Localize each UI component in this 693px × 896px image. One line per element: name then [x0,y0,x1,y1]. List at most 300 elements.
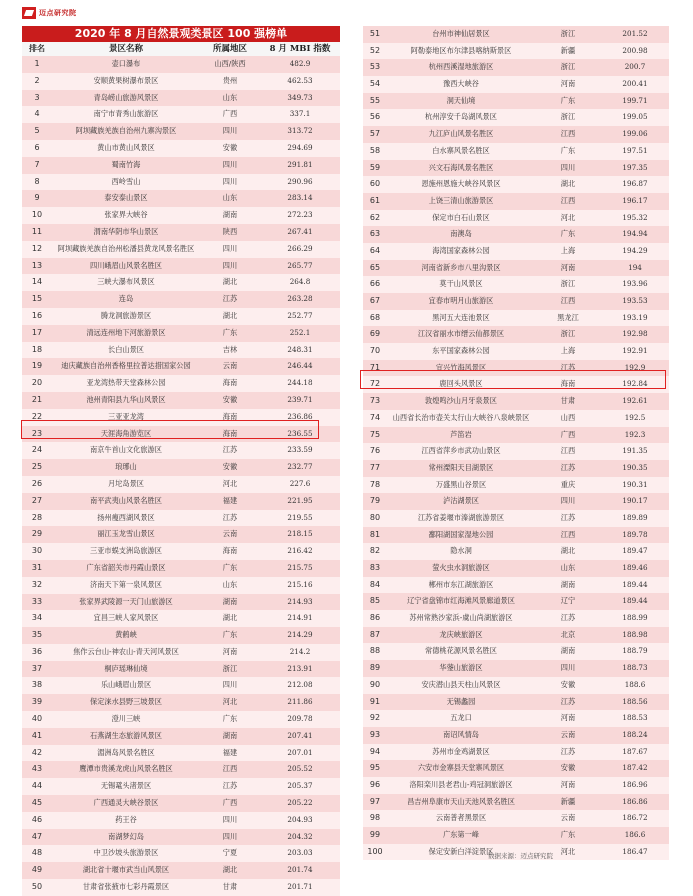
rank-cell: 87 [369,629,381,639]
region-cell: 海南 [222,378,238,388]
rank-cell: 20 [31,378,43,388]
region-cell: 江苏 [222,294,238,304]
rank-cell: 48 [31,848,43,858]
rank-cell: 26 [31,478,43,488]
index-cell: 189.78 [622,529,648,539]
index-cell: 188.6 [624,679,646,689]
region-cell: 海南 [222,428,238,438]
rank-cell: 34 [31,613,43,623]
region-cell: 浙江 [560,279,576,289]
region-cell: 四川 [222,126,238,136]
name-cell: 黄山市黄山风景区 [97,142,155,152]
rank-cell: 15 [31,294,43,304]
table-row [363,794,669,811]
name-cell: 龙庆峡旅游区 [439,629,483,639]
rank-cell: 91 [369,696,381,706]
rank-cell: 55 [369,95,381,105]
rank-cell: 73 [369,396,381,406]
rank-cell: 92 [369,713,381,723]
table-row [363,293,669,310]
table-row [22,375,340,392]
index-cell: 193.19 [622,312,648,322]
index-cell: 194.94 [622,229,648,239]
rank-cell: 71 [369,362,381,372]
region-cell: 新疆 [560,45,576,55]
region-cell: 上海 [560,245,576,255]
rank-cell: 82 [369,546,381,556]
region-cell: 江苏 [560,613,576,623]
region-cell: 江苏 [222,781,238,791]
index-cell: 189.47 [622,546,648,556]
region-cell: 广东 [222,714,238,724]
rank-cell: 57 [369,129,381,139]
rank-cell: 75 [369,429,381,439]
name-cell: 无锡鼋头渚景区 [100,781,152,791]
table-row [363,510,669,527]
index-cell: 246.44 [287,361,313,371]
name-cell: 广东第一峰 [443,830,479,839]
rank-cell: 66 [369,279,381,289]
table-row [363,543,669,560]
name-cell: 三峡大瀑布风景区 [97,277,155,287]
rank-cell: 61 [369,195,381,205]
table-row [22,224,340,241]
name-cell: 琅琊山 [115,462,137,472]
index-cell: 291.81 [287,159,313,169]
index-cell: 192.91 [622,346,648,356]
region-cell: 吉林 [222,344,238,354]
logo [22,6,77,20]
index-cell: 193.96 [622,279,648,289]
index-cell: 200.41 [622,79,648,89]
index-cell: 192.5 [624,412,646,422]
region-cell: 北京 [560,629,576,639]
table-row [22,426,340,443]
region-cell: 浙江 [560,29,576,38]
region-cell: 辽宁 [560,596,576,606]
region-cell: 江西 [222,764,238,774]
table-row [22,123,340,140]
region-cell: 山东 [560,563,576,572]
name-cell: 湖北省十堰市武当山风景区 [82,865,170,875]
table-row [363,744,669,761]
name-cell: 广东省韶关市丹霞山景区 [86,562,166,572]
region-cell: 陕西 [222,226,238,236]
index-cell: 200.7 [624,62,646,72]
table-row [363,26,669,43]
table-row [22,510,340,527]
index-cell: 214.91 [287,613,313,623]
region-cell: 云南 [560,729,576,739]
index-cell: 266.29 [287,243,313,253]
rank-cell: 84 [369,579,381,589]
region-cell: 江苏 [560,362,576,372]
index-cell: 201.74 [287,865,313,875]
table-row [363,427,669,444]
table-row [363,360,669,377]
rank-cell: 2 [34,75,40,85]
region-cell: 河北 [560,846,576,856]
index-cell: 199.06 [622,129,648,139]
table-body-left [22,56,340,896]
name-cell: 甘肃省张掖市七彩丹霞景区 [82,882,170,892]
index-cell: 187.67 [622,746,648,756]
region-cell: 河北 [222,697,238,707]
rank-cell: 13 [31,260,43,270]
rank-cell: 54 [369,79,381,89]
index-cell: 189.44 [622,596,648,606]
table-title: 2020 年 8 月自然景观类景区 100 强榜单 [22,26,340,42]
rank-cell: 89 [369,663,381,673]
region-cell: 河南 [560,779,576,789]
index-cell: 192.61 [622,396,648,406]
rank-cell: 39 [31,697,43,707]
ranking-table-left [22,26,340,896]
table-row [363,660,669,677]
name-cell: 无锡蠡园 [446,696,476,706]
region-cell: 河北 [222,478,238,488]
index-cell: 294.69 [287,142,313,152]
region-cell: 山东 [222,579,238,589]
name-cell: 张家界武陵源一天门山旅游区 [79,596,173,606]
rank-cell: 77 [369,462,381,472]
table-row [22,409,340,426]
table-row [363,627,669,644]
rank-cell: 76 [369,446,381,456]
rank-cell: 69 [369,329,381,339]
index-cell: 194 [628,262,642,272]
rank-cell: 9 [34,193,40,203]
region-cell: 江苏 [560,462,576,472]
index-cell: 194.29 [622,245,648,255]
index-cell: 186.96 [622,779,648,789]
name-cell: 药王谷 [115,814,137,824]
table-row [363,460,669,477]
table-body-right [363,26,669,860]
name-cell: 迪庆藏族自治州香格里拉普达措国家公园 [61,361,191,371]
table-row [363,493,669,510]
region-cell: 湖北 [560,546,576,556]
table-row [363,276,669,293]
index-cell: 199.05 [622,112,648,122]
name-cell: 黄鹤峡 [115,630,137,640]
table-row [363,393,669,410]
region-cell: 湖北 [222,277,238,287]
ranking-table-right [363,26,669,860]
table-row [22,812,340,829]
name-cell: 江苏省姜堰市溱湖旅游景区 [417,512,505,522]
name-cell: 乐山峨眉山景区 [100,680,152,690]
region-cell: 河南 [560,713,576,723]
name-cell: 长白山景区 [108,344,144,354]
table-row [363,59,669,76]
index-cell: 199.71 [622,95,648,105]
name-cell: 鹰潭市贵溪龙虎山风景名胜区 [79,764,173,774]
rank-cell: 22 [31,411,43,421]
table-row [22,358,340,375]
table-row [363,93,669,110]
index-cell: 215.16 [287,579,313,589]
table-row [22,493,340,510]
rank-cell: 33 [31,596,43,606]
table-row [363,126,669,143]
table-row [363,343,669,360]
table-row [363,143,669,160]
name-cell: 豫西大峡谷 [443,79,479,89]
rank-cell: 99 [369,830,381,839]
name-cell: 鹿回头风景区 [439,379,483,389]
index-cell: 188.53 [622,713,648,723]
rank-cell: 12 [31,243,43,253]
name-cell: 兴文石海风景名胜区 [428,162,494,172]
rank-cell: 72 [369,379,381,389]
index-cell: 205.37 [287,781,313,791]
table-row [22,274,340,291]
table-row [22,207,340,224]
index-cell: 186.47 [622,846,648,856]
index-cell: 482.9 [289,59,311,68]
index-cell: 189.44 [622,579,648,589]
table-row [363,760,669,777]
region-cell: 浙江 [560,329,576,339]
rank-cell: 30 [31,546,43,556]
region-cell: 广西 [222,798,238,808]
table-row [363,577,669,594]
table-row [363,260,669,277]
name-cell: 海湾国家森林公园 [432,245,490,255]
name-cell: 杭州淳安千岛湖风景区 [425,112,497,122]
name-cell: 池州青阳县九华山风景区 [86,394,166,404]
table-row [22,829,340,846]
name-cell: 洞天仙境 [446,95,476,105]
name-cell: 青岛崂山旅游风景区 [93,92,159,102]
table-row [363,777,669,794]
index-cell: 186.86 [622,796,648,806]
index-cell: 201.52 [622,29,648,38]
rank-cell: 18 [31,344,43,354]
name-cell: 四川峨眉山风景名胜区 [90,260,162,270]
rank-cell: 81 [369,529,381,539]
name-cell: 宜兴竹海风景区 [435,362,487,372]
name-cell: 三亚市蜈支洲岛旅游区 [90,546,162,556]
name-cell: 南诏风情岛 [443,729,479,739]
name-cell: 清远连州地下河旅游景区 [86,327,166,337]
region-cell: 福建 [222,747,238,757]
rank-cell: 31 [31,562,43,572]
region-cell: 河南 [560,79,576,89]
region-cell: 浙江 [560,112,576,122]
rank-cell: 7 [34,159,40,169]
table-row [22,140,340,157]
index-cell: 233.59 [287,445,313,455]
index-cell: 192.9 [624,362,646,372]
rank-cell: 100 [367,846,383,856]
region-cell: 湖南 [560,579,576,589]
region-cell: 江西 [560,195,576,205]
region-cell: 重庆 [560,479,576,489]
table-row [363,477,669,494]
region-cell: 浙江 [222,663,238,673]
region-cell: 宁夏 [222,848,238,858]
table-row [22,73,340,90]
region-cell: 江苏 [560,746,576,756]
region-cell: 江苏 [560,512,576,522]
rank-cell: 50 [31,882,43,892]
region-cell: 江西 [560,446,576,456]
index-cell: 197.35 [622,162,648,172]
region-cell: 四川 [560,496,576,506]
index-cell: 239.71 [287,394,313,404]
name-cell: 隐水洞 [450,546,472,556]
index-cell: 188.56 [622,696,648,706]
index-cell: 189.46 [622,563,648,572]
index-cell: 204.93 [287,814,313,824]
name-cell: 济南天下第一泉风景区 [90,579,162,589]
index-cell: 267.41 [287,226,313,236]
name-cell: 山西省长治市壶关太行山大峡谷八泉峡景区 [392,412,530,422]
region-cell: 山西/陕西 [214,59,246,68]
name-cell: 芦笛岩 [450,429,472,439]
name-cell: 亚龙湾热带天堂森林公园 [86,378,166,388]
name-cell: 三亚亚龙湾 [108,411,144,421]
table-row [22,459,340,476]
index-cell: 244.18 [287,378,313,388]
index-cell: 215.75 [287,562,313,572]
index-cell: 212.08 [287,680,313,690]
region-cell: 江苏 [222,512,238,522]
region-cell: 广东 [222,562,238,572]
name-cell: 云南普者黑景区 [435,813,487,823]
table-row [22,392,340,409]
name-cell: 五龙口 [450,713,472,723]
table-row [22,845,340,862]
rank-cell: 37 [31,663,43,673]
name-cell: 六安市金寨县天堂寨风景区 [417,763,505,773]
index-cell: 227.6 [289,478,311,488]
rank-cell: 63 [369,229,381,239]
table-row [363,226,669,243]
index-cell: 205.22 [287,798,313,808]
name-cell: 湄洲岛风景名胜区 [97,747,155,757]
rank-cell: 51 [369,29,381,38]
index-cell: 193.53 [622,296,648,305]
name-cell: 白水寨风景名胜区 [432,145,490,155]
rank-cell: 44 [31,781,43,791]
table-row [363,243,669,260]
table-row [22,241,340,258]
rank-cell: 24 [31,445,43,455]
region-cell: 江苏 [222,445,238,455]
name-cell: 广西通灵大峡谷景区 [93,798,159,808]
rank-cell: 32 [31,579,43,589]
region-cell: 湖北 [222,865,238,875]
table-row [22,761,340,778]
table-row [22,190,340,207]
index-cell: 190.31 [622,479,648,489]
logo-mark-icon [22,7,36,19]
index-cell: 214.2 [289,646,311,656]
rank-cell: 58 [369,145,381,155]
index-cell: 190.17 [622,496,648,506]
rank-cell: 97 [369,796,381,806]
table-row [363,827,669,844]
index-cell: 213.91 [287,663,313,673]
name-cell: 焦作云台山-神农山-青天河风景区 [73,646,179,656]
name-cell: 江西省萍乡市武功山景区 [421,446,501,456]
index-cell: 211.86 [287,697,313,707]
table-row [363,610,669,627]
region-cell: 四川 [222,831,238,841]
region-cell: 山东 [222,193,238,203]
index-cell: 462.53 [287,75,313,85]
table-row [363,443,669,460]
table-row [363,410,669,427]
table-row [22,526,340,543]
name-cell: 黑河五大连池景区 [432,312,490,322]
rank-cell: 96 [369,779,381,789]
index-cell: 188.24 [622,729,648,739]
name-cell: 苏州常熟沙家浜-虞山尚湖旅游区 [409,613,513,623]
index-cell: 192.3 [624,429,646,439]
region-cell: 湖南 [222,730,238,740]
index-cell: 197.51 [622,145,648,155]
rank-cell: 43 [31,764,43,774]
rank-cell: 4 [34,109,40,119]
name-cell: 安顺黄果树瀑布景区 [93,75,159,85]
index-cell: 190.35 [622,462,648,472]
name-cell: 南京牛首山文化旅游区 [90,445,162,455]
name-cell: 南澳岛 [450,229,472,239]
region-cell: 河南 [560,262,576,272]
region-cell: 广西 [222,109,238,119]
rank-cell: 94 [369,746,381,756]
region-cell: 江西 [560,529,576,539]
name-cell: 安庆潜山县天柱山风景区 [421,679,501,689]
index-cell: 248.31 [287,344,313,354]
name-cell: 阿勒泰地区布尔津县喀纳斯景区 [410,45,512,55]
index-cell: 196.17 [622,195,648,205]
header-name: 景区名称 [108,44,143,54]
region-cell: 广东 [560,95,576,105]
region-cell: 广东 [222,630,238,640]
header-region: 所属地区 [212,44,247,54]
table-row [22,862,340,879]
name-cell: 石燕湖生态旅游风景区 [90,730,162,740]
region-cell: 四川 [560,663,576,673]
name-cell: 张家界大峡谷 [104,210,148,220]
name-cell: 保定市白石山景区 [432,212,490,222]
table-row [22,778,340,795]
table-row [363,109,669,126]
index-cell: 196.87 [622,179,648,189]
rank-cell: 23 [31,428,43,438]
name-cell: 保定涞水县野三坡景区 [90,697,162,707]
table-row [22,661,340,678]
table-row [22,795,340,812]
index-cell: 188.79 [622,646,648,656]
table-row [363,160,669,177]
table-row [22,627,340,644]
source-note: 数据来源：迈点研究院 [488,852,553,860]
name-cell: 鄱阳湖国家湿地公园 [428,529,494,539]
name-cell: 中卫沙坡头旅游景区 [93,848,159,858]
region-cell: 云南 [560,813,576,823]
region-cell: 江苏 [560,696,576,706]
table-row [22,594,340,611]
table-row [363,210,669,227]
region-cell: 江西 [560,129,576,139]
index-cell: 218.15 [287,529,313,539]
